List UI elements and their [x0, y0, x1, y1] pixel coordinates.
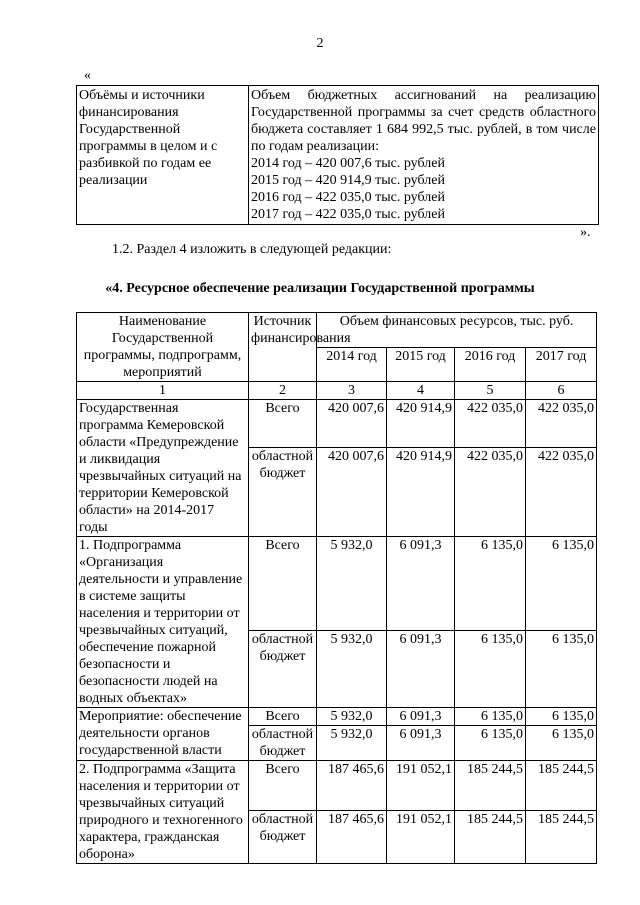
- summary-left-text: Объёмы и источники финансирования Государственной программы в целом и с разбивкой по годам ее реализации: [79, 88, 218, 188]
- source-cell: областной бюджет: [249, 726, 317, 761]
- source-cell: Всего: [249, 400, 317, 448]
- table-row: [77, 537, 597, 631]
- value-cell: 6 135,0: [526, 726, 597, 761]
- value-cell: 185 244,5: [526, 761, 597, 811]
- value-cell: 6 091,3: [387, 537, 455, 631]
- summary-left-cell: [77, 86, 249, 225]
- value-cell: 420 914,9: [387, 448, 455, 537]
- value-cell: 187 465,6: [317, 761, 387, 811]
- col-number: 3: [317, 382, 387, 400]
- header-volume: Объем финансовых ресурсов, тыс. руб.: [317, 313, 597, 348]
- value-cell: 191 052,1: [387, 811, 455, 864]
- quote-close: ».: [580, 225, 591, 240]
- value-cell: 191 052,1: [387, 761, 455, 811]
- value-cell: 185 244,5: [455, 811, 526, 864]
- table-row: [77, 708, 597, 726]
- value-cell: 6 135,0: [455, 537, 526, 631]
- quote-open: «: [84, 68, 91, 83]
- program-name: Государственная программа Кемеровской области «Предупреждение и ликвидация чрезвычайных ситуаций на территории Кемеровской области» на 2014-2017 годы: [77, 400, 249, 537]
- value-cell: 422 035,0: [455, 400, 526, 448]
- header-year: 2016 год: [455, 347, 526, 382]
- summary-intro: Объем бюджетных ассигнований на реализацию Государственной программы за счет средств областного бюджета составляет 1 684 992,5 тыс. рублей, в том числе по годам реализации:: [251, 88, 596, 154]
- program-name: 1. Подпрограмма «Организация деятельности и управление в системе защиты населения и территории от чрезвычайных ситуаций, обеспечение пожарной безопасности и безопасности людей на водных объектах»: [77, 537, 249, 708]
- program-name: 2. Подпрограмма «Защита населения и территории от чрезвычайных ситуаций природного и техногенного характера, гражданская оборона»: [77, 761, 249, 864]
- value-cell: 187 465,6: [317, 811, 387, 864]
- header-year: 2014 год: [317, 347, 387, 382]
- value-cell: 5 932,0: [317, 708, 387, 726]
- summary-year-2016: 2016 год – 422 035,0 тыс. рублей: [251, 190, 445, 205]
- value-cell: 420 007,6: [317, 448, 387, 537]
- value-cell: 422 035,0: [455, 448, 526, 537]
- col-number: 2: [249, 382, 317, 400]
- col-number: 1: [77, 382, 249, 400]
- source-cell: Всего: [249, 708, 317, 726]
- value-cell: 420 914,9: [387, 400, 455, 448]
- source-cell: областной бюджет: [249, 448, 317, 537]
- program-name: Мероприятие: обеспечение деятельности органов государственной власти: [77, 708, 249, 761]
- table-row: [77, 761, 597, 811]
- col-number: 6: [526, 382, 597, 400]
- value-cell: 5 932,0: [317, 537, 387, 631]
- header-source: Источник финансирования: [249, 313, 317, 382]
- header-year: 2015 год: [387, 347, 455, 382]
- col-number: 4: [387, 382, 455, 400]
- value-cell: 6 135,0: [526, 631, 597, 708]
- value-cell: 422 035,0: [526, 400, 597, 448]
- value-cell: 6 135,0: [455, 726, 526, 761]
- value-cell: 6 135,0: [526, 708, 597, 726]
- value-cell: 6 135,0: [455, 631, 526, 708]
- header-name: Наименование Государственной программы, подпрограмм, мероприятий: [77, 313, 249, 382]
- value-cell: 6 091,3: [387, 726, 455, 761]
- summary-year-2015: 2015 год – 420 914,9 тыс. рублей: [251, 173, 445, 188]
- value-cell: 6 135,0: [526, 537, 597, 631]
- source-cell: областной бюджет: [249, 811, 317, 864]
- funding-summary-table: [76, 85, 599, 225]
- resource-table: [76, 312, 597, 864]
- value-cell: 5 932,0: [317, 726, 387, 761]
- value-cell: 185 244,5: [455, 761, 526, 811]
- source-cell: Всего: [249, 537, 317, 631]
- col-number: 5: [455, 382, 526, 400]
- value-cell: 6 091,3: [387, 708, 455, 726]
- table-row: [77, 400, 597, 448]
- value-cell: 185 244,5: [526, 811, 597, 864]
- value-cell: 6 135,0: [455, 708, 526, 726]
- summary-year-2014: 2014 год – 420 007,6 тыс. рублей: [251, 156, 445, 171]
- paragraph-1-2: 1.2. Раздел 4 изложить в следующей редакции:: [112, 242, 392, 257]
- value-cell: 420 007,6: [317, 400, 387, 448]
- value-cell: 422 035,0: [526, 448, 597, 537]
- page-number: 2: [316, 36, 324, 51]
- value-cell: 5 932,0: [317, 631, 387, 708]
- section-heading: «4. Ресурсное обеспечение реализации Государственной программы: [105, 281, 535, 296]
- value-cell: 6 091,3: [387, 631, 455, 708]
- source-cell: Всего: [249, 761, 317, 811]
- header-year: 2017 год: [526, 347, 597, 382]
- summary-year-2017: 2017 год – 422 035,0 тыс. рублей: [251, 207, 445, 222]
- source-cell: областной бюджет: [249, 631, 317, 708]
- summary-right-cell: [249, 86, 599, 225]
